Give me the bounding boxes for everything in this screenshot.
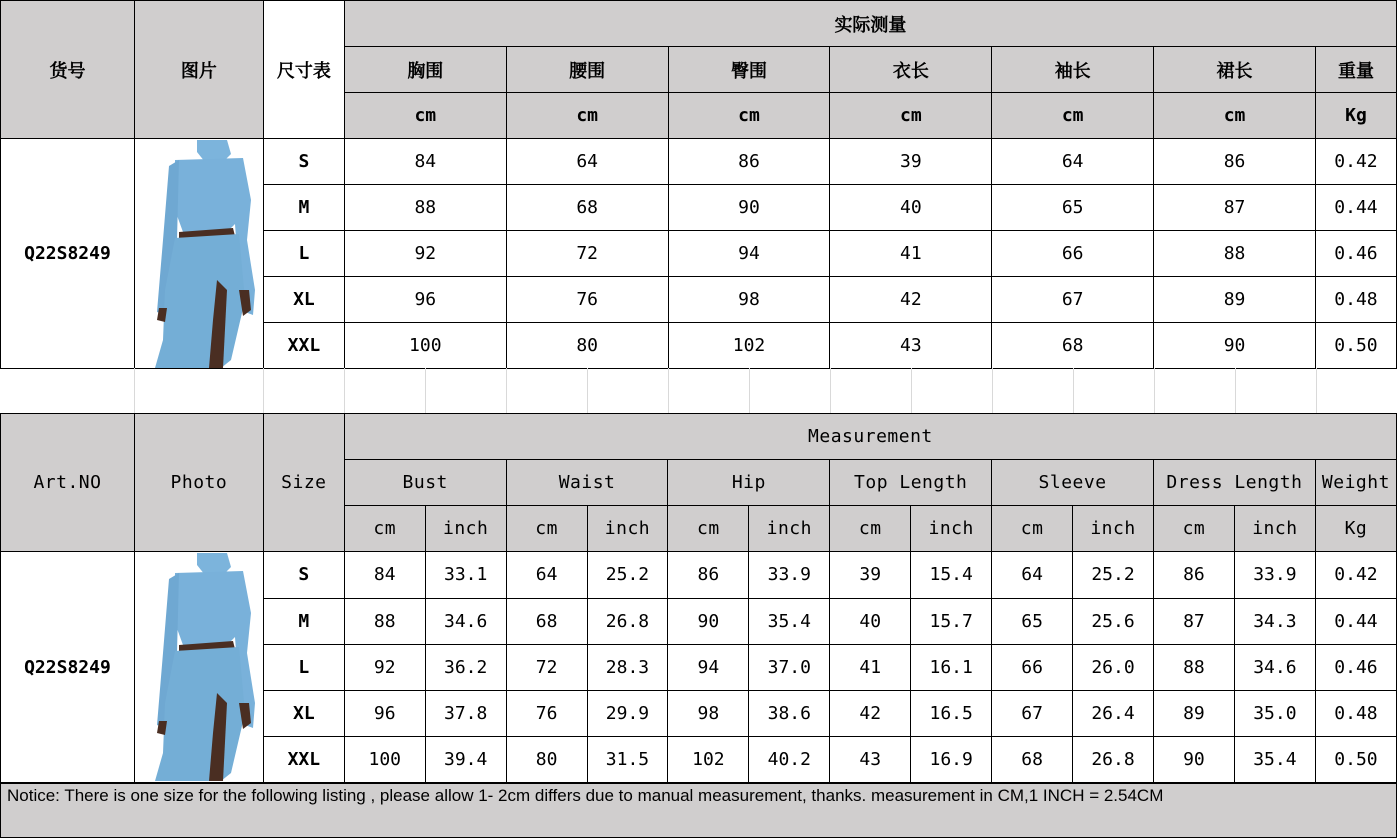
column-header: Top Length xyxy=(830,460,992,506)
value-cell: 0.48 xyxy=(1315,277,1396,323)
value-cell: 67 xyxy=(992,690,1073,736)
value-cell: 0.50 xyxy=(1315,323,1396,369)
value-cell: 26.0 xyxy=(1073,644,1154,690)
art-no-value: Q22S8249 xyxy=(1,552,135,783)
value-cell: 25.6 xyxy=(1073,598,1154,644)
value-cell: 0.48 xyxy=(1315,690,1396,736)
value-cell: 100 xyxy=(344,736,425,782)
grid-line xyxy=(1235,368,1236,413)
value-cell: 100 xyxy=(344,323,506,369)
value-cell: 86 xyxy=(668,139,830,185)
value-cell: 40.2 xyxy=(749,736,830,782)
notice-text: Notice: There is one size for the following listing , please allow 1- 2cm differs due to manual measurement, thanks. measurement in CM,1 INCH = 2.54CM xyxy=(7,786,1164,805)
value-cell: 33.1 xyxy=(425,552,506,598)
unit-cell: cm xyxy=(992,506,1073,552)
size-label: M xyxy=(263,598,344,644)
grid-line xyxy=(749,368,750,413)
column-header: 袖长 xyxy=(992,47,1154,93)
value-cell: 39 xyxy=(830,552,911,598)
value-cell: 0.42 xyxy=(1315,552,1396,598)
unit-cell: inch xyxy=(425,506,506,552)
size-header: 尺寸表 xyxy=(263,1,344,139)
value-cell: 90 xyxy=(668,185,830,231)
unit-cell: inch xyxy=(1073,506,1154,552)
size-label: XL xyxy=(263,277,344,323)
size-label: S xyxy=(263,552,344,598)
value-cell: 88 xyxy=(344,185,506,231)
value-cell: 92 xyxy=(344,231,506,277)
size-label: XL xyxy=(263,690,344,736)
size-label: L xyxy=(263,231,344,277)
unit-cell: cm xyxy=(830,93,992,139)
value-cell: 16.1 xyxy=(911,644,992,690)
value-cell: 39 xyxy=(830,139,992,185)
value-cell: 36.2 xyxy=(425,644,506,690)
column-header: 衣长 xyxy=(830,47,992,93)
art-no-value: Q22S8249 xyxy=(1,139,135,369)
value-cell: 39.4 xyxy=(425,736,506,782)
notice-bar xyxy=(0,783,1397,838)
value-cell: 86 xyxy=(1153,552,1234,598)
size-label: XXL xyxy=(263,323,344,369)
value-cell: 102 xyxy=(668,323,830,369)
value-cell: 80 xyxy=(506,323,668,369)
value-cell: 40 xyxy=(830,598,911,644)
column-header: Dress Length xyxy=(1153,460,1315,506)
unit-cell: cm xyxy=(506,506,587,552)
value-cell: 26.8 xyxy=(587,598,668,644)
model-dress-image xyxy=(135,553,262,781)
value-cell: 68 xyxy=(506,185,668,231)
model-dress-image xyxy=(135,140,262,368)
value-cell: 40 xyxy=(830,185,992,231)
value-cell: 89 xyxy=(1154,277,1316,323)
unit-cell: cm xyxy=(1153,506,1234,552)
value-cell: 37.8 xyxy=(425,690,506,736)
unit-cell: Kg xyxy=(1315,93,1396,139)
size-label: M xyxy=(263,185,344,231)
unit-cell: cm xyxy=(668,93,830,139)
column-header: Hip xyxy=(668,460,830,506)
value-cell: 89 xyxy=(1153,690,1234,736)
value-cell: 33.9 xyxy=(1234,552,1315,598)
column-header: 重量 xyxy=(1315,47,1396,93)
value-cell: 42 xyxy=(830,690,911,736)
value-cell: 90 xyxy=(1154,323,1316,369)
value-cell: 0.46 xyxy=(1315,644,1396,690)
value-cell: 68 xyxy=(506,598,587,644)
value-cell: 76 xyxy=(506,277,668,323)
value-cell: 16.5 xyxy=(911,690,992,736)
grid-line xyxy=(1073,368,1074,413)
column-header: Sleeve xyxy=(992,460,1154,506)
value-cell: 0.46 xyxy=(1315,231,1396,277)
value-cell: 96 xyxy=(344,277,506,323)
grid-line xyxy=(668,368,669,413)
size-table-cn xyxy=(0,0,1397,369)
grid-line xyxy=(911,368,912,413)
table-row xyxy=(1,552,1397,598)
unit-cell: cm xyxy=(506,93,668,139)
value-cell: 35.4 xyxy=(1234,736,1315,782)
value-cell: 67 xyxy=(992,277,1154,323)
unit-cell: inch xyxy=(587,506,668,552)
value-cell: 15.4 xyxy=(911,552,992,598)
value-cell: 35.4 xyxy=(749,598,830,644)
value-cell: 0.50 xyxy=(1315,736,1396,782)
value-cell: 80 xyxy=(506,736,587,782)
unit-cell: cm xyxy=(344,506,425,552)
value-cell: 90 xyxy=(1153,736,1234,782)
value-cell: 87 xyxy=(1153,598,1234,644)
photo-header: Photo xyxy=(134,414,263,552)
size-label: L xyxy=(263,644,344,690)
value-cell: 96 xyxy=(344,690,425,736)
value-cell: 26.8 xyxy=(1073,736,1154,782)
grid-line xyxy=(830,368,831,413)
product-photo xyxy=(134,139,263,369)
value-cell: 66 xyxy=(992,231,1154,277)
value-cell: 34.3 xyxy=(1234,598,1315,644)
value-cell: 86 xyxy=(668,552,749,598)
value-cell: 16.9 xyxy=(911,736,992,782)
spacer-row xyxy=(0,368,1397,413)
grid-line xyxy=(1154,368,1155,413)
photo-header: 图片 xyxy=(134,1,263,139)
unit-cell: cm xyxy=(1154,93,1316,139)
value-cell: 76 xyxy=(506,690,587,736)
value-cell: 29.9 xyxy=(587,690,668,736)
grid-line xyxy=(1316,368,1317,413)
art-no-header: Art.NO xyxy=(1,414,135,552)
art-no-header: 货号 xyxy=(1,1,135,139)
column-header: Bust xyxy=(344,460,506,506)
measurement-group-header: Measurement xyxy=(344,414,1396,460)
grid-line xyxy=(134,368,135,413)
unit-cell: cm xyxy=(830,506,911,552)
column-header: 臀围 xyxy=(668,47,830,93)
value-cell: 35.0 xyxy=(1234,690,1315,736)
value-cell: 38.6 xyxy=(749,690,830,736)
table-row xyxy=(1,139,1397,185)
column-header: Waist xyxy=(506,460,668,506)
value-cell: 0.44 xyxy=(1315,598,1396,644)
value-cell: 15.7 xyxy=(911,598,992,644)
value-cell: 26.4 xyxy=(1073,690,1154,736)
value-cell: 92 xyxy=(344,644,425,690)
value-cell: 43 xyxy=(830,323,992,369)
value-cell: 43 xyxy=(830,736,911,782)
unit-cell: cm xyxy=(992,93,1154,139)
value-cell: 68 xyxy=(992,736,1073,782)
size-table-en xyxy=(0,413,1397,783)
unit-cell: inch xyxy=(911,506,992,552)
value-cell: 72 xyxy=(506,231,668,277)
value-cell: 31.5 xyxy=(587,736,668,782)
value-cell: 68 xyxy=(992,323,1154,369)
column-header: Weight xyxy=(1315,460,1396,506)
unit-cell: cm xyxy=(668,506,749,552)
value-cell: 66 xyxy=(992,644,1073,690)
unit-cell: inch xyxy=(749,506,830,552)
measurement-group-header: 实际测量 xyxy=(344,1,1396,47)
value-cell: 88 xyxy=(344,598,425,644)
value-cell: 88 xyxy=(1154,231,1316,277)
grid-line xyxy=(344,368,345,413)
value-cell: 88 xyxy=(1153,644,1234,690)
value-cell: 41 xyxy=(830,231,992,277)
unit-cell: Kg xyxy=(1315,506,1396,552)
value-cell: 64 xyxy=(506,552,587,598)
grid-line xyxy=(587,368,588,413)
size-label: S xyxy=(263,139,344,185)
value-cell: 37.0 xyxy=(749,644,830,690)
value-cell: 86 xyxy=(1154,139,1316,185)
value-cell: 72 xyxy=(506,644,587,690)
column-header: 裙长 xyxy=(1154,47,1316,93)
size-header: Size xyxy=(263,414,344,552)
grid-line xyxy=(992,368,993,413)
size-label: XXL xyxy=(263,736,344,782)
value-cell: 84 xyxy=(344,139,506,185)
value-cell: 0.42 xyxy=(1315,139,1396,185)
value-cell: 0.44 xyxy=(1315,185,1396,231)
value-cell: 65 xyxy=(992,185,1154,231)
value-cell: 98 xyxy=(668,690,749,736)
value-cell: 25.2 xyxy=(587,552,668,598)
unit-cell: inch xyxy=(1234,506,1315,552)
value-cell: 90 xyxy=(668,598,749,644)
value-cell: 64 xyxy=(992,552,1073,598)
value-cell: 33.9 xyxy=(749,552,830,598)
value-cell: 87 xyxy=(1154,185,1316,231)
value-cell: 25.2 xyxy=(1073,552,1154,598)
value-cell: 64 xyxy=(506,139,668,185)
product-photo xyxy=(134,552,263,783)
value-cell: 42 xyxy=(830,277,992,323)
grid-line xyxy=(263,368,264,413)
value-cell: 34.6 xyxy=(1234,644,1315,690)
unit-cell: cm xyxy=(344,93,506,139)
grid-line xyxy=(425,368,426,413)
value-cell: 34.6 xyxy=(425,598,506,644)
value-cell: 65 xyxy=(992,598,1073,644)
value-cell: 98 xyxy=(668,277,830,323)
grid-line xyxy=(506,368,507,413)
value-cell: 84 xyxy=(344,552,425,598)
value-cell: 102 xyxy=(668,736,749,782)
value-cell: 64 xyxy=(992,139,1154,185)
value-cell: 94 xyxy=(668,644,749,690)
value-cell: 94 xyxy=(668,231,830,277)
column-header: 胸围 xyxy=(344,47,506,93)
value-cell: 41 xyxy=(830,644,911,690)
value-cell: 28.3 xyxy=(587,644,668,690)
column-header: 腰围 xyxy=(506,47,668,93)
